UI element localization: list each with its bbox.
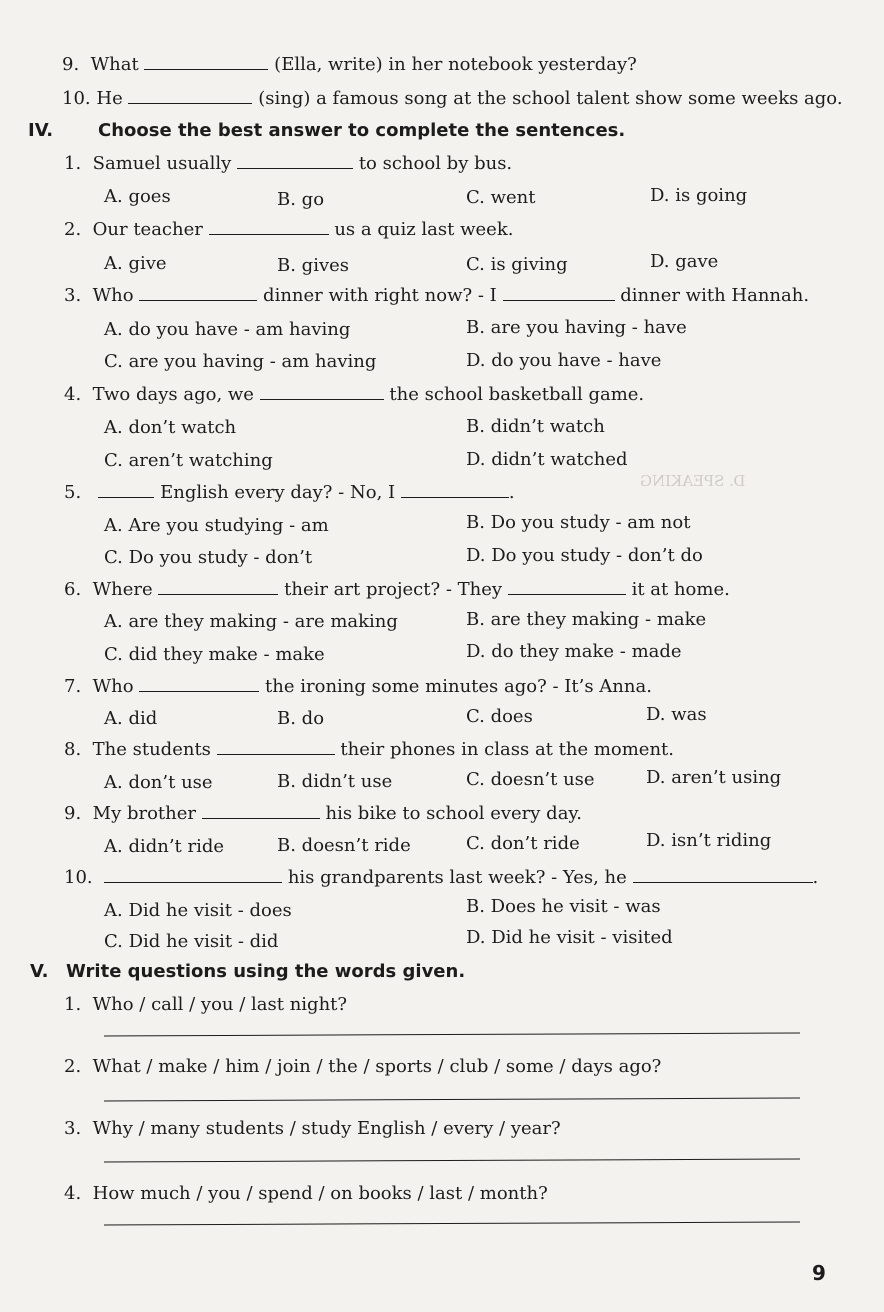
question-10: 10. his grandparents last week? - Yes, he . [64,867,819,888]
question-5: 5. English every day? - No, I . [64,482,515,503]
option-a[interactable]: A. did [104,708,158,729]
option-c[interactable]: C. did they make - make [104,644,325,665]
section-v-title: Write questions using the words given. [66,961,466,982]
option-c[interactable]: C. went [466,187,536,208]
section-iv-roman: IV. [28,120,54,141]
option-a[interactable]: A. are they making - are making [104,611,398,632]
answer-line[interactable] [104,1097,800,1101]
write-question-2: 2. What / make / him / join / the / sports / club / some / days ago? [64,1056,662,1077]
option-d[interactable]: D. was [646,704,707,725]
answer-blank[interactable] [104,867,282,883]
option-b[interactable]: B. didn’t use [277,771,393,792]
question-7: 7. Who the ironing some minutes ago? - It’s Anna. [64,676,652,697]
option-a[interactable]: A. goes [104,186,171,207]
answer-blank[interactable] [139,285,257,301]
answer-blank[interactable] [503,285,615,301]
page-number: 9 [812,1261,826,1285]
option-c[interactable]: C. Did he visit - did [104,931,279,952]
answer-blank[interactable] [401,482,509,498]
answer-line[interactable] [104,1032,800,1036]
option-c[interactable]: C. is giving [466,254,568,275]
option-a[interactable]: A. Are you studying - am [104,515,329,536]
answer-blank[interactable] [158,579,278,595]
answer-blank[interactable] [217,739,335,755]
question-9: 9. My brother his bike to school every day. [64,803,582,824]
item-number: 10. [62,88,91,109]
write-question-3: 3. Why / many students / study English / every / year? [64,1118,561,1139]
option-a[interactable]: A. didn’t ride [104,836,225,857]
option-a[interactable]: A. Did he visit - does [104,900,292,921]
option-b[interactable]: B. do [277,708,325,729]
option-b[interactable]: B. are you having - have [466,317,687,338]
option-d[interactable]: D. do you have - have [466,350,662,371]
answer-blank[interactable] [260,384,384,400]
option-d[interactable]: D. is going [650,185,748,206]
option-d[interactable]: D. didn’t watched [466,449,628,470]
question-6: 6. Where their art project? - They it at home. [64,579,730,600]
option-a[interactable]: A. don’t use [104,772,213,793]
answer-blank[interactable] [237,153,353,169]
answer-line[interactable] [104,1158,800,1162]
option-d[interactable]: D. isn’t riding [646,830,772,851]
exercise-item: 10. He (sing) a famous song at the school talent show some weeks ago. [62,88,843,109]
answer-blank[interactable] [98,482,154,498]
answer-blank[interactable] [202,803,320,819]
option-b[interactable]: B. go [277,189,325,210]
answer-blank[interactable] [633,867,813,883]
option-c[interactable]: C. does [466,706,533,727]
question-2: 2. Our teacher us a quiz last week. [64,219,514,240]
question-1: 1. Samuel usually to school by bus. [64,153,513,174]
bleed-through-decoration: D. SPEAKING [640,472,746,490]
write-question-4: 4. How much / you / spend / on books / last / month? [64,1183,548,1204]
option-b[interactable]: B. didn’t watch [466,416,605,437]
option-c[interactable]: C. doesn’t use [466,769,595,790]
section-v-roman: V. [30,961,49,982]
answer-blank[interactable] [144,54,268,70]
option-c[interactable]: C. are you having - am having [104,351,377,372]
option-b[interactable]: B. Do you study - am not [466,512,691,533]
option-a[interactable]: A. give [104,253,167,274]
option-c[interactable]: C. Do you study - don’t [104,547,313,568]
answer-blank[interactable] [128,88,252,104]
option-d[interactable]: D. Do you study - don’t do [466,545,703,566]
option-d[interactable]: D. gave [650,251,719,272]
answer-blank[interactable] [139,676,259,692]
option-b[interactable]: B. gives [277,255,350,276]
option-b[interactable]: B. Does he visit - was [466,896,661,917]
answer-blank[interactable] [209,219,329,235]
question-4: 4. Two days ago, we the school basketball game. [64,384,645,405]
option-c[interactable]: C. aren’t watching [104,450,273,471]
option-b[interactable]: B. are they making - make [466,609,707,630]
option-a[interactable]: A. do you have - am having [104,319,351,340]
option-b[interactable]: B. doesn’t ride [277,835,411,856]
question-8: 8. The students their phones in class at the moment. [64,739,675,760]
section-iv-title: Choose the best answer to complete the sentences. [98,120,626,141]
answer-blank[interactable] [508,579,626,595]
option-d[interactable]: D. do they make - made [466,641,682,662]
option-a[interactable]: A. don’t watch [104,417,237,438]
item-number: 9. [62,54,80,75]
option-c[interactable]: C. don’t ride [466,833,580,854]
exercise-item: 9. What (Ella, write) in her notebook yesterday? [62,54,637,75]
option-d[interactable]: D. Did he visit - visited [466,927,673,948]
write-question-1: 1. Who / call / you / last night? [64,994,348,1015]
option-d[interactable]: D. aren’t using [646,767,782,788]
answer-line[interactable] [104,1221,800,1225]
question-3: 3. Who dinner with right now? - I dinner with Hannah. [64,285,810,306]
